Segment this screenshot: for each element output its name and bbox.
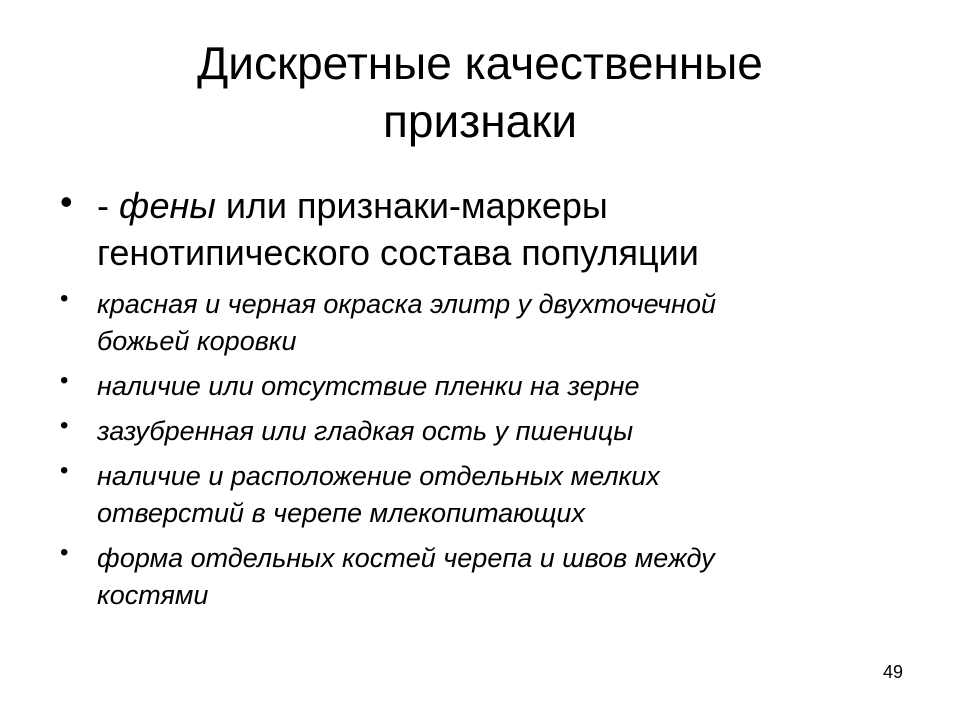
example-text-line-2: божьей коровки xyxy=(97,326,297,356)
example-text-line-2: отверстий в черепе млекопитающих xyxy=(97,498,585,528)
bullet-marker: • xyxy=(60,539,69,566)
example-item xyxy=(60,368,910,405)
main-bullet xyxy=(60,182,910,276)
example-text-line-1: форма отдельных костей черепа и швов между xyxy=(97,543,715,573)
example-text-line-1: наличие и расположение отдельных мелких xyxy=(97,461,660,491)
example-text-line-1: зазубренная или гладкая ость у пшеницы xyxy=(97,416,634,446)
example-item xyxy=(60,286,910,360)
slide-title xyxy=(0,34,960,150)
main-bullet-text-line-2: генотипического состава популяции xyxy=(97,232,699,273)
bullet-marker: • xyxy=(60,367,69,394)
example-item xyxy=(60,540,910,614)
bullet-marker: • xyxy=(60,412,69,439)
example-item xyxy=(60,458,910,532)
main-bullet-text-line-1: или признаки-маркеры xyxy=(215,185,608,226)
example-text-line-2: костями xyxy=(97,580,209,610)
example-item xyxy=(60,413,910,450)
slide-title-line-2: признаки xyxy=(382,95,578,147)
example-text-line-1: наличие или отсутствие пленки на зерне xyxy=(97,371,640,401)
bullet-marker: • xyxy=(60,181,73,222)
slide-title-line-1: Дискретные качественные xyxy=(197,37,763,89)
example-text-line-1: красная и черная окраска элитр у двухточечной xyxy=(97,289,717,319)
page-number: 49 xyxy=(882,662,903,682)
bullet-marker: • xyxy=(60,285,69,312)
bullet-list xyxy=(60,182,910,622)
main-bullet-term: фены xyxy=(119,185,216,226)
main-bullet-prefix: - xyxy=(97,185,119,226)
bullet-marker: • xyxy=(60,457,69,484)
